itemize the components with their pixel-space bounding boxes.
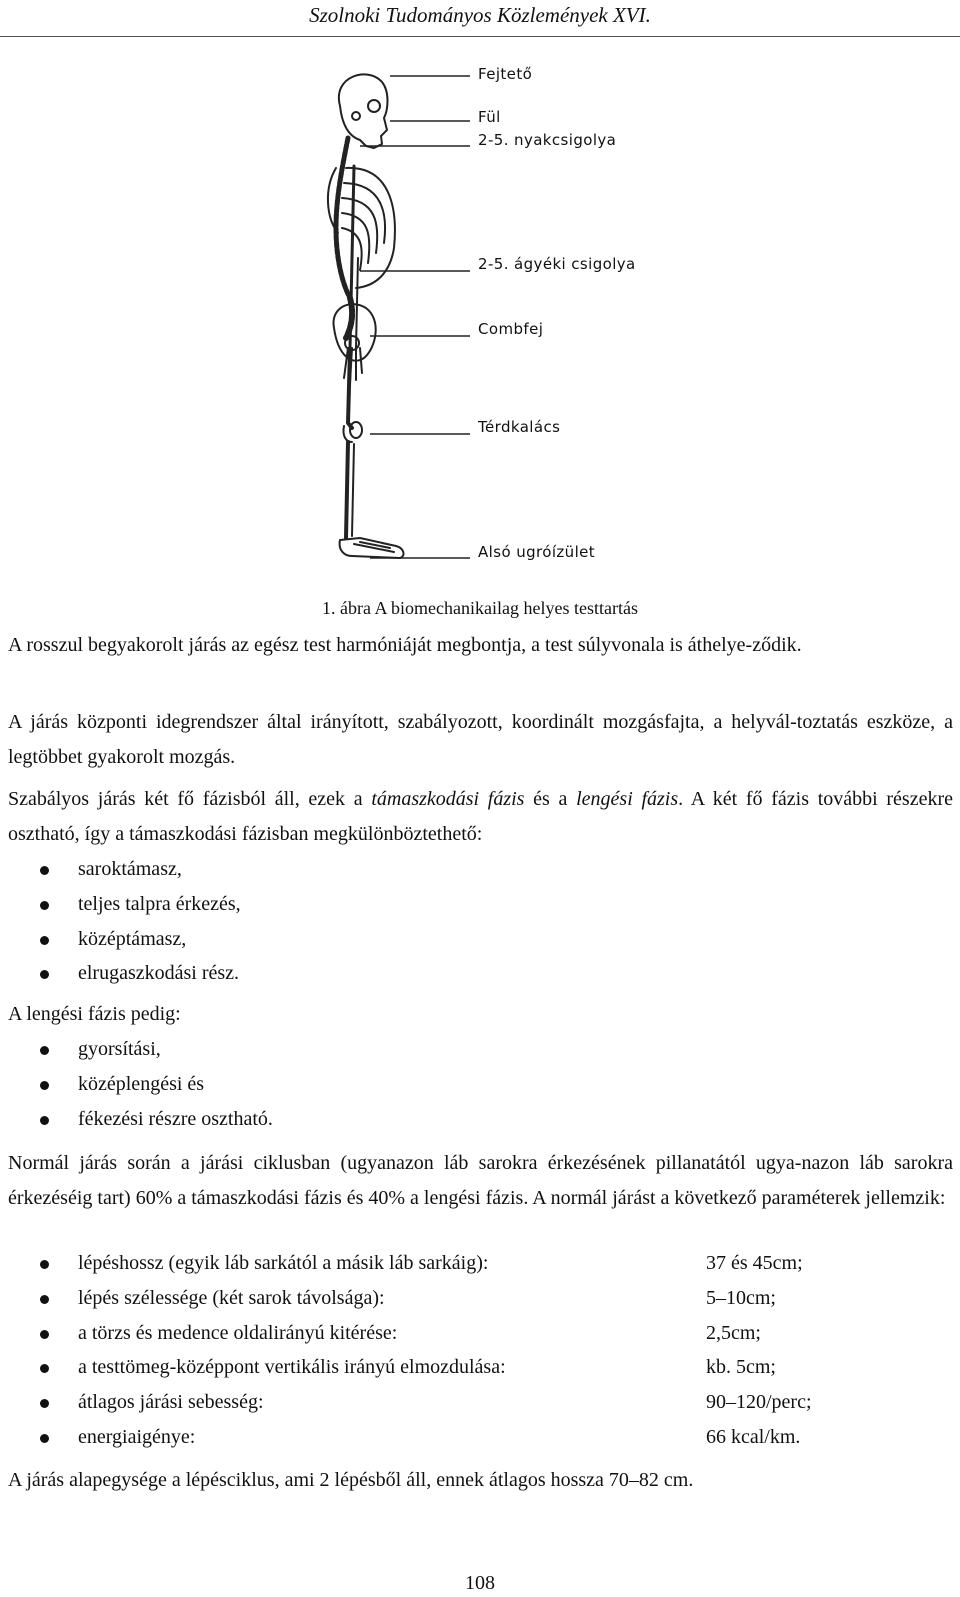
param-row bbox=[0, 1350, 960, 1385]
param-value: 5–10cm; bbox=[706, 1286, 776, 1309]
label-nyakcsigolya: 2-5. nyakcsigolya bbox=[478, 131, 617, 149]
p3-term-support: támaszkodási fázis bbox=[371, 788, 525, 810]
label-combfej: Combfej bbox=[478, 320, 544, 338]
list-item-text: fékezési részre osztható. bbox=[78, 1107, 273, 1130]
label-fejteto: Fejtető bbox=[478, 65, 533, 83]
bullet-icon bbox=[40, 1399, 49, 1408]
paragraph-3 bbox=[8, 782, 953, 852]
skeleton-figure bbox=[290, 58, 690, 578]
list-item-text: saroktámasz, bbox=[78, 858, 182, 880]
p3-text-a: Szabályos járás két fő fázisból áll, ezek a bbox=[8, 788, 372, 810]
paragraph-2: A járás központi idegrendszer által irányított, szabályozott, koordinált mozgásfajta, a helyvál-toztatás eszköze, a legtöbbet gyakorolt mozgás. bbox=[8, 711, 953, 768]
p3-term-swing: lengési fázis bbox=[576, 788, 679, 810]
bullet-icon bbox=[40, 936, 49, 945]
bullet-icon bbox=[40, 1116, 49, 1125]
bullet-icon bbox=[40, 1434, 49, 1443]
param-row bbox=[0, 1246, 960, 1281]
label-agyeki-csigolya: 2-5. ágyéki csigolya bbox=[478, 255, 636, 273]
list-item bbox=[0, 1067, 960, 1102]
bullet-icon bbox=[40, 901, 49, 910]
param-label: lépéshossz (egyik láb sarkától a másik láb sarkáig): bbox=[78, 1252, 489, 1274]
paragraph-5: Normál járás során a járási ciklusban (ugyanazon láb sarokra érkezésének pillanatától ugya-nazon láb sarokra érkezéséig tart) 60% a támaszkodási fázis és 40% a lengési fázis. A normál járást a következő paraméterek jellemzik: bbox=[8, 1152, 953, 1209]
list-item-text: középtámasz, bbox=[78, 927, 187, 950]
bullet-icon bbox=[40, 1046, 49, 1055]
param-value: 66 kcal/km. bbox=[706, 1425, 801, 1448]
param-row bbox=[0, 1281, 960, 1316]
paragraph-6: A járás alapegysége a lépésciklus, ami 2 lépésből áll, ennek átlagos hossza 70–82 cm. bbox=[8, 1469, 694, 1491]
label-terdkalacs: Térdkalács bbox=[478, 418, 561, 436]
param-row bbox=[0, 1420, 960, 1455]
page-number: 108 bbox=[465, 1572, 495, 1594]
journal-title: Szolnoki Tudományos Közlemények XVI. bbox=[309, 3, 651, 27]
param-label: energiaigénye: bbox=[78, 1425, 196, 1448]
list-item-text: elrugaszkodási rész. bbox=[78, 962, 240, 985]
bullet-icon bbox=[40, 1295, 49, 1304]
param-value: 37 és 45cm; bbox=[706, 1252, 803, 1274]
list-item-text: középlengési és bbox=[78, 1072, 205, 1095]
paragraph-4: A lengési fázis pedig: bbox=[8, 1003, 181, 1025]
list-item bbox=[0, 852, 960, 887]
list-item bbox=[0, 1102, 960, 1137]
bullet-icon bbox=[40, 1081, 49, 1090]
support-phase-list bbox=[0, 852, 960, 991]
bullet-icon bbox=[40, 970, 49, 979]
swing-phase-list bbox=[0, 1032, 960, 1136]
p3-text-c: és a bbox=[524, 788, 577, 810]
bullet-icon bbox=[40, 1260, 49, 1269]
running-header bbox=[0, 0, 960, 37]
bullet-icon bbox=[40, 1330, 49, 1339]
param-row bbox=[0, 1385, 960, 1420]
gait-parameters-list bbox=[0, 1246, 960, 1455]
figure-caption: 1. ábra A biomechanikailag helyes testtartás bbox=[322, 598, 638, 618]
list-item bbox=[0, 956, 960, 991]
label-also-ugroizulet: Alsó ugróízület bbox=[478, 543, 596, 561]
bullet-icon bbox=[40, 866, 49, 875]
param-label: a törzs és medence oldalirányú kitérése: bbox=[78, 1321, 398, 1344]
list-item-text: gyorsítási, bbox=[78, 1038, 161, 1060]
list-item bbox=[0, 887, 960, 922]
param-label: a testtömeg-középpont vertikális irányú elmozdulása: bbox=[78, 1356, 506, 1379]
p3-text-e: . A két fő fázis további részekre osztható, így a támaszkodási fázisban megkülönböztethető: bbox=[8, 788, 953, 845]
label-ful: Fül bbox=[478, 108, 501, 126]
param-value: kb. 5cm; bbox=[706, 1356, 776, 1379]
paragraph-1: A rosszul begyakorolt járás az egész test harmóniáját megbontja, a test súlyvonala is áthelye-ződik. bbox=[8, 634, 802, 656]
bullet-icon bbox=[40, 1364, 49, 1373]
list-item bbox=[0, 922, 960, 957]
list-item bbox=[0, 1032, 960, 1067]
param-value: 90–120/perc; bbox=[706, 1391, 812, 1414]
param-label: átlagos járási sebesség: bbox=[78, 1391, 264, 1414]
list-item-text: teljes talpra érkezés, bbox=[78, 892, 241, 915]
param-label: lépés szélessége (két sarok távolsága): bbox=[78, 1286, 385, 1309]
param-value: 2,5cm; bbox=[706, 1321, 761, 1344]
param-row bbox=[0, 1316, 960, 1351]
